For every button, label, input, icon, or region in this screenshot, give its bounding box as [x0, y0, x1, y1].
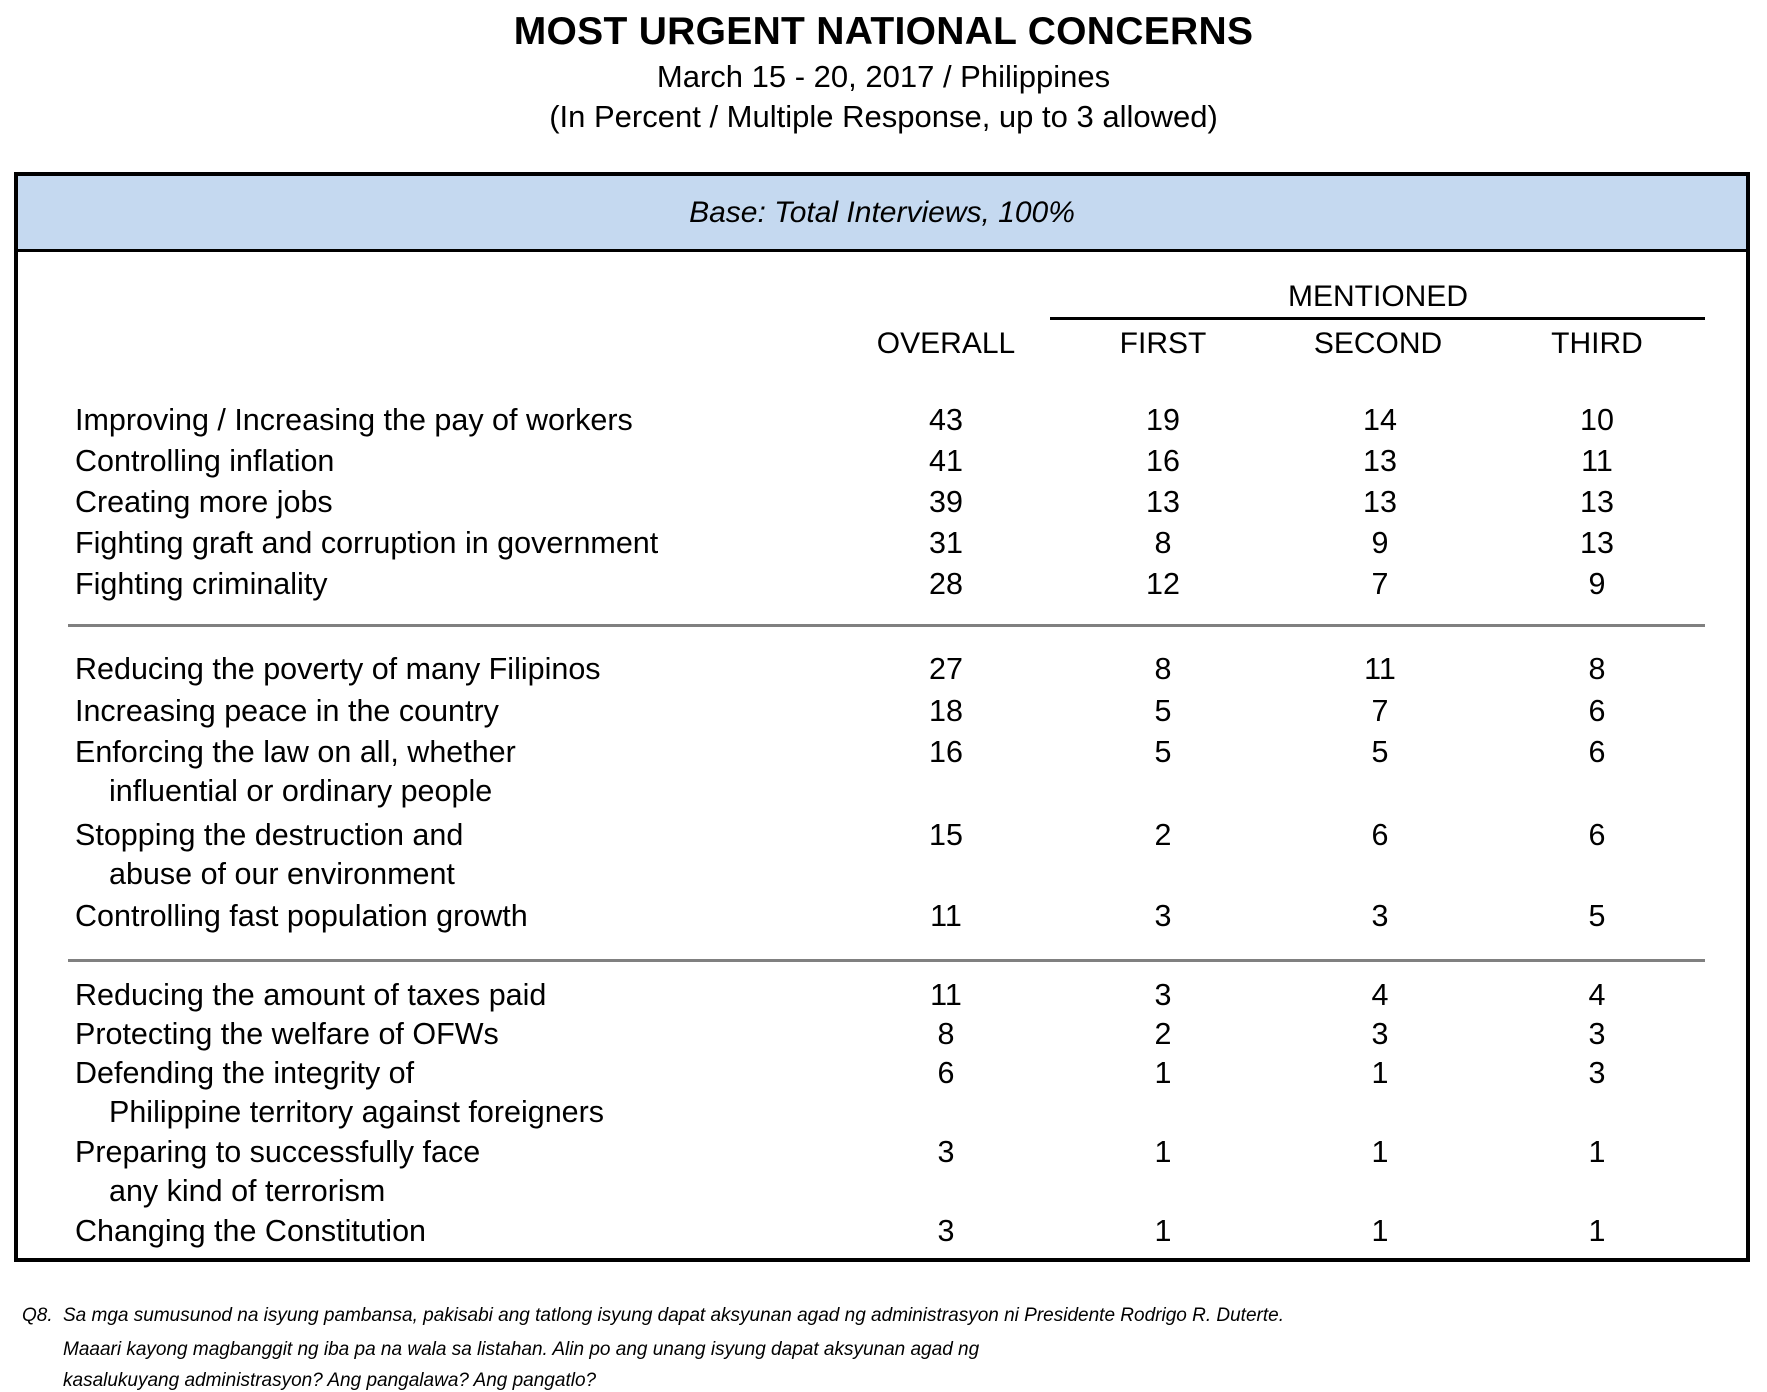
value-cell-second: 14	[1363, 403, 1397, 437]
value-cell-second: 7	[1371, 694, 1389, 728]
footnote-line: Maaari kayong magbanggit ng iba pa na wala sa listahan. Alin po ang unang isyung dapat aksyunan agad ng	[63, 1339, 980, 1360]
row-label	[75, 401, 633, 440]
third-header: THIRD	[1551, 327, 1643, 360]
row-label	[75, 1212, 426, 1251]
group-divider	[68, 624, 1705, 627]
value-cell-third: 8	[1588, 652, 1606, 686]
row-label	[75, 692, 499, 731]
value-cell-second: 9	[1371, 526, 1389, 560]
row-label-text: Protecting the welfare of OFWs	[75, 1017, 499, 1051]
row-label	[75, 524, 658, 563]
base-label: Base: Total Interviews, 100%	[689, 195, 1075, 229]
row-label	[75, 650, 601, 689]
value-cell-overall: 43	[929, 403, 963, 437]
value-cell-overall: 27	[929, 652, 963, 686]
value-cell-overall: 15	[929, 818, 963, 852]
row-label-text: Stopping the destruction and	[75, 818, 464, 852]
row-label-text: Reducing the amount of taxes paid	[75, 978, 547, 1012]
row-label	[75, 442, 334, 481]
unit-subtitle: (In Percent / Multiple Response, up to 3 allowed)	[549, 99, 1218, 134]
value-cell-third: 9	[1588, 567, 1606, 601]
value-cell-second: 13	[1363, 485, 1397, 519]
value-cell-first: 16	[1146, 444, 1180, 478]
row-label-continuation: Philippine territory against foreigners	[109, 1095, 605, 1129]
value-cell-first: 1	[1154, 1056, 1172, 1090]
date-subtitle: March 15 - 20, 2017 / Philippines	[656, 59, 1111, 94]
value-cell-first: 13	[1146, 485, 1180, 519]
value-cell-third: 5	[1588, 899, 1606, 933]
row-label-text: Controlling fast population growth	[75, 899, 528, 933]
row-label	[75, 565, 328, 604]
value-cell-second: 3	[1371, 899, 1389, 933]
value-cell-first: 2	[1154, 818, 1172, 852]
value-cell-overall: 8	[937, 1017, 955, 1051]
value-cell-first: 5	[1154, 735, 1172, 769]
value-cell-second: 11	[1364, 652, 1396, 686]
row-label	[75, 816, 463, 894]
value-cell-second: 1	[1371, 1056, 1389, 1090]
value-cell-second: 3	[1371, 1017, 1389, 1051]
value-cell-second: 7	[1371, 567, 1389, 601]
base-label-band	[18, 176, 1746, 252]
row-label	[75, 1015, 499, 1054]
value-cell-third: 11	[1581, 444, 1613, 478]
value-cell-overall: 18	[929, 694, 963, 728]
footnote-question-number: Q8.	[22, 1305, 53, 1326]
value-cell-third: 6	[1588, 694, 1606, 728]
value-cell-overall: 28	[929, 567, 963, 601]
value-cell-third: 1	[1588, 1135, 1606, 1169]
row-label	[75, 897, 528, 936]
row-label-continuation: influential or ordinary people	[109, 774, 493, 808]
value-cell-third: 10	[1580, 403, 1614, 437]
first-header: FIRST	[1119, 327, 1207, 360]
mentioned-underline	[1050, 317, 1705, 320]
row-label-text: Preparing to successfully face	[75, 1135, 481, 1169]
row-label-text: Enforcing the law on all, whether	[75, 735, 516, 769]
value-cell-third: 1	[1588, 1214, 1606, 1248]
value-cell-second: 4	[1371, 978, 1389, 1012]
value-cell-third: 13	[1580, 485, 1614, 519]
overall-header: OVERALL	[876, 327, 1016, 360]
row-label-text: Increasing peace in the country	[75, 694, 499, 728]
footnote-line: kasalukuyang administrasyon? Ang pangalawa? Ang pangatlo?	[63, 1370, 597, 1391]
row-label-continuation: abuse of our environment	[109, 857, 455, 891]
value-cell-second: 1	[1371, 1135, 1389, 1169]
value-cell-first: 12	[1146, 567, 1180, 601]
value-cell-second: 6	[1371, 818, 1389, 852]
value-cell-third: 13	[1580, 526, 1614, 560]
value-cell-overall: 11	[930, 899, 962, 933]
value-cell-first: 1	[1154, 1214, 1172, 1248]
value-cell-overall: 6	[937, 1056, 955, 1090]
value-cell-second: 13	[1363, 444, 1397, 478]
value-cell-first: 8	[1154, 526, 1172, 560]
value-cell-second: 1	[1371, 1214, 1389, 1248]
row-label	[75, 483, 333, 522]
value-cell-third: 3	[1588, 1017, 1606, 1051]
value-cell-second: 5	[1371, 735, 1389, 769]
row-label	[75, 733, 516, 811]
value-cell-first: 3	[1154, 978, 1172, 1012]
value-cell-overall: 3	[937, 1135, 955, 1169]
value-cell-first: 19	[1146, 403, 1180, 437]
row-label	[75, 1133, 480, 1211]
page-title: MOST URGENT NATIONAL CONCERNS	[513, 10, 1254, 53]
value-cell-overall: 41	[929, 444, 963, 478]
value-cell-first: 3	[1154, 899, 1172, 933]
mentioned-header: MENTIONED	[1288, 280, 1468, 313]
value-cell-overall: 3	[937, 1214, 955, 1248]
row-label-text: Improving / Increasing the pay of workers	[75, 403, 633, 437]
row-label-text: Fighting criminality	[75, 567, 328, 601]
value-cell-overall: 39	[929, 485, 963, 519]
row-label-text: Controlling inflation	[75, 444, 335, 478]
value-cell-third: 3	[1588, 1056, 1606, 1090]
value-cell-first: 2	[1154, 1017, 1172, 1051]
row-label-text: Fighting graft and corruption in government	[75, 526, 659, 560]
group-divider	[68, 959, 1705, 962]
row-label-continuation: any kind of terrorism	[109, 1174, 386, 1208]
footnote-line: Sa mga sumusunod na isyung pambansa, pakisabi ang tatlong isyung dapat aksyunan agad ng administrasyon ni Presidente Rodrigo R. Duterte.	[63, 1305, 1284, 1326]
value-cell-first: 5	[1154, 694, 1172, 728]
value-cell-first: 8	[1154, 652, 1172, 686]
row-label-text: Creating more jobs	[75, 485, 333, 519]
value-cell-third: 6	[1588, 818, 1606, 852]
row-label-text: Defending the integrity of	[75, 1056, 415, 1090]
row-label	[75, 976, 546, 1015]
second-header: SECOND	[1313, 327, 1443, 360]
value-cell-first: 1	[1154, 1135, 1172, 1169]
value-cell-third: 4	[1588, 978, 1606, 1012]
value-cell-overall: 11	[930, 978, 962, 1012]
value-cell-overall: 31	[929, 526, 963, 560]
value-cell-overall: 16	[929, 735, 963, 769]
value-cell-third: 6	[1588, 735, 1606, 769]
row-label-text: Changing the Constitution	[75, 1214, 426, 1248]
row-label	[75, 1054, 604, 1132]
row-label-text: Reducing the poverty of many Filipinos	[75, 652, 601, 686]
